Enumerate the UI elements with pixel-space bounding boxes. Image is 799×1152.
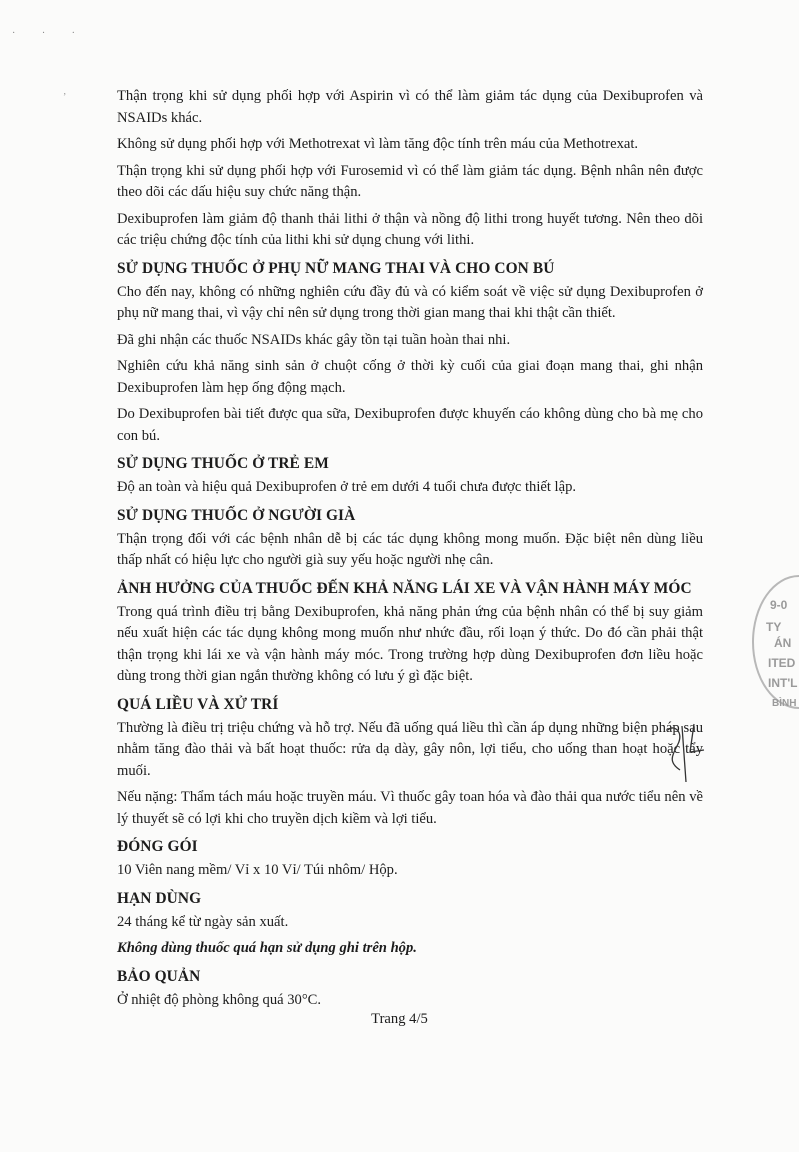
stamp-text: TY (766, 620, 782, 634)
section-expiry (117, 888, 703, 960)
paragraph: Đã ghi nhận các thuốc NSAIDs khác gây tồn tại tuần hoàn thai nhi. (117, 331, 511, 348)
expiry-warning: Không dùng thuốc quá hạn sử dụng ghi trên hộp. (117, 940, 417, 956)
paragraph: Do Dexibuprofen bài tiết được qua sữa, Dexibuprofen được khuyến cáo không dùng cho bà mẹ cho con bú. (117, 406, 703, 444)
paragraph: Nghiên cứu khả năng sinh sản ở chuột cống ở thời kỳ cuối của giai đoạn mang thai, ghi nhận Dexibuprofen làm hẹp ống động mạch. (117, 358, 703, 396)
section-overdose (117, 694, 703, 831)
scan-speck: ‚ (63, 86, 67, 97)
paragraph: Độ an toàn và hiệu quả Dexibuprofen ở trẻ em dưới 4 tuổi chưa được thiết lập. (117, 479, 577, 495)
paragraph: Thận trọng đối với các bệnh nhân dễ bị các tác dụng không mong muốn. Đặc biệt nên dùng liều thấp nhất có hiệu lực cho người già suy yếu hoặc người nhẹ cân. (117, 530, 703, 568)
page-number: Trang 4/5 (371, 1011, 428, 1027)
interaction-paragraphs (117, 86, 703, 252)
paragraph: Không sử dụng phối hợp với Methotrexat vì làm tăng độc tính trên máu của Methotrexat. (117, 136, 639, 152)
section-heading: QUÁ LIỀU VÀ XỬ TRÍ (117, 695, 279, 713)
section-heading: ẢNH HƯỞNG CỦA THUỐC ĐẾN KHẢ NĂNG LÁI XE VÀ VẬN HÀNH MÁY MÓC (117, 579, 692, 597)
section-heading: SỬ DỤNG THUỐC Ở TRẺ EM (117, 455, 329, 472)
section-heading: SỬ DỤNG THUỐC Ở NGƯỜI GIÀ (117, 506, 356, 524)
scan-specks: · · · (12, 28, 87, 39)
paragraph: Thận trọng khi sử dụng phối hợp với Furosemid vì có thể làm giảm tác dụng. Bệnh nhân nên được theo dõi các dấu hiệu suy chức năng thận. (117, 162, 703, 200)
section-storage (117, 966, 703, 1012)
section-pregnancy (117, 258, 703, 448)
paragraph: Dexibuprofen làm giảm độ thanh thải lithi ở thận và nồng độ lithi trong huyết tương. Nên theo dõi các triệu chứng độc tính của lithi khi sử dụng chung với lithi. (117, 210, 703, 248)
paragraph: Ở nhiệt độ phòng không quá 30°C. (117, 991, 322, 1008)
stamp-text: ITED (768, 656, 796, 670)
paragraph: Cho đến nay, không có những nghiên cứu đầy đủ và có kiểm soát về việc sử dụng Dexibuprofen ở phụ nữ mang thai, vì vậy chỉ nên sử dụng trong thời gian mang thai khi thật cần thiết. (117, 283, 703, 321)
stamp-text: ÁN (774, 636, 792, 650)
stamp-text: BÌNH (772, 698, 797, 709)
signature-scribble (660, 722, 720, 792)
paragraph: Thận trọng khi sử dụng phối hợp với Aspirin vì có thể làm giảm tác dụng của Dexibuprofen và NSAIDs khác. (117, 88, 703, 126)
section-packaging (117, 836, 703, 882)
section-heading: BẢO QUẢN (117, 967, 201, 985)
paragraph: Trong quá trình điều trị bằng Dexibuprofen, khả năng phản ứng của bệnh nhân có thể bị suy giảm nếu xuất hiện các tác dụng không mong muốn như nhức đầu, rối loạn ý thức. Do đó cần phải thật thận trọng khi lái xe và vận hành máy móc. Trong trường hợp dùng Dexibuprofen đơn liều hoặc dùng trong thời gian ngắn thường không có lưu ý gì đặc biệt. (117, 603, 703, 684)
document-body (117, 86, 703, 1016)
paragraph: 10 Viên nang mềm/ Vỉ x 10 Vỉ/ Túi nhôm/ Hộp. (117, 862, 398, 878)
section-heading: HẠN DÙNG (117, 889, 202, 907)
paragraph: 24 tháng kể từ ngày sản xuất. (117, 913, 289, 930)
section-children (117, 453, 703, 499)
paragraph: Nếu nặng: Thẩm tách máu hoặc truyền máu. Vì thuốc gây toan hóa và đào thải qua nước tiểu nên về lý thuyết sẽ có lợi khi cho truyền dịch kiềm và lợi tiểu. (117, 789, 703, 827)
paragraph: Thường là điều trị triệu chứng và hỗ trợ. Nếu đã uống quá liều thì cần áp dụng những biện pháp sau nhằm tăng đào thải và bất hoạt thuốc: rửa dạ dày, gây nôn, lợi tiểu, cho uống than hoạt hoặc tẩy muối. (117, 719, 703, 779)
stamp-text: INT'L (768, 676, 798, 690)
stamp-text: 9-0 (770, 598, 788, 612)
section-heading: ĐÓNG GÓI (117, 838, 198, 855)
section-elderly (117, 505, 703, 572)
section-heading: SỬ DỤNG THUỐC Ở PHỤ NỮ MANG THAI VÀ CHO CON BÚ (117, 259, 555, 277)
section-driving (117, 578, 703, 688)
